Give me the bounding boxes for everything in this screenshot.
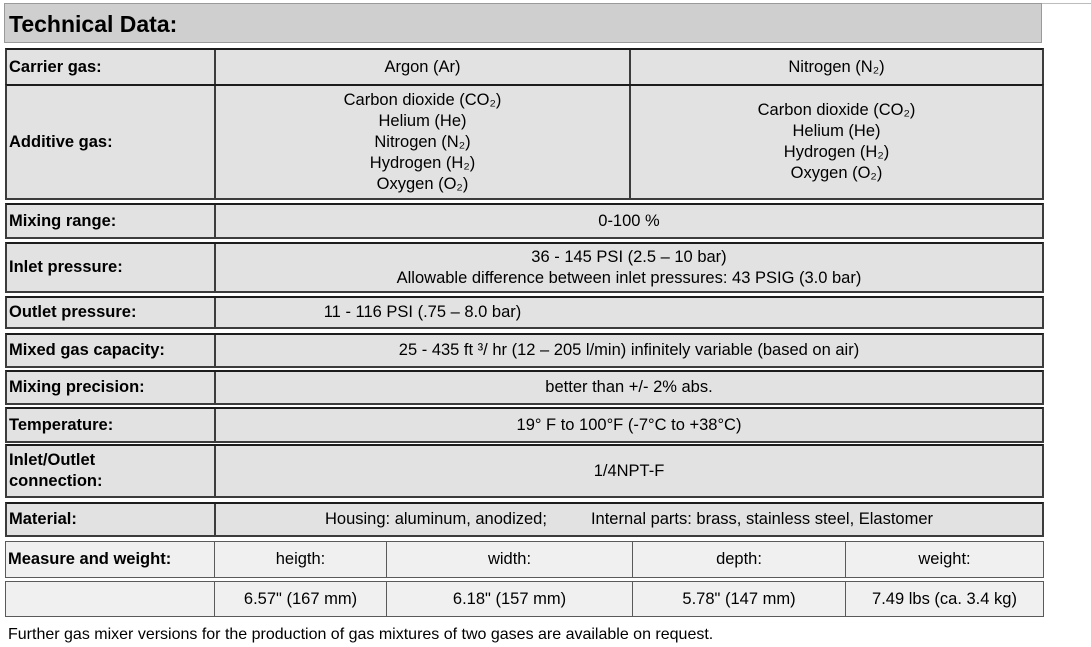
header-width: width: xyxy=(386,542,632,577)
footnote: Further gas mixer versions for the production of gas mixtures of two gases are available on request. xyxy=(8,626,714,643)
row-connection xyxy=(5,444,1044,498)
label-mixed-gas-capacity: Mixed gas capacity: xyxy=(9,341,165,359)
header-weight: weight: xyxy=(845,542,1043,577)
row-material xyxy=(5,502,1044,537)
row-temperature xyxy=(5,407,1044,443)
additive-item: Hydrogen (H₂) xyxy=(783,143,890,161)
carrier-gas-nitrogen: Nitrogen (N₂) xyxy=(629,50,1042,84)
row-measure-headers xyxy=(5,541,1044,578)
outlet-pressure-empty xyxy=(629,298,1042,327)
mixing-range-value: 0-100 % xyxy=(214,205,1042,237)
material-value xyxy=(214,504,1042,535)
additive-gas-nitrogen-list xyxy=(629,86,1042,198)
section-title: Technical Data: xyxy=(4,3,1042,43)
label-mixing-precision: Mixing precision: xyxy=(9,378,145,396)
label-temperature: Temperature: xyxy=(9,415,114,434)
value-depth: 5.78" (147 mm) xyxy=(632,582,845,616)
row-mixed-gas-capacity xyxy=(5,333,1044,368)
measure-empty-cell xyxy=(6,582,214,616)
value-weight: 7.49 lbs (ca. 3.4 kg) xyxy=(845,582,1043,616)
mixed-gas-capacity-value: 25 - 435 ft ³/ hr (12 – 205 l/min) infinitely variable (based on air) xyxy=(214,335,1042,366)
row-mixing-precision xyxy=(5,370,1044,405)
additive-gas-argon-list xyxy=(214,86,629,198)
mixing-precision-value: better than +/- 2% abs. xyxy=(214,372,1042,403)
inlet-pressure-value xyxy=(214,244,1042,291)
label-inlet-pressure: Inlet pressure: xyxy=(9,258,123,276)
material-housing: Housing: aluminum, anodized; xyxy=(324,510,547,528)
label-carrier-gas: Carrier gas: xyxy=(9,57,102,76)
additive-item: Nitrogen (N₂) xyxy=(374,132,471,151)
additive-item: Carbon dioxide (CO₂) xyxy=(343,90,502,109)
inlet-pressure-difference: Allowable difference between inlet pressures: 43 PSIG (3.0 bar) xyxy=(396,268,862,287)
label-connection: Inlet/Outlet connection: xyxy=(9,451,103,490)
additive-item: Helium (He) xyxy=(792,122,881,140)
row-inlet-pressure xyxy=(5,242,1044,293)
value-width: 6.18" (157 mm) xyxy=(386,582,632,616)
row-carrier-gas xyxy=(5,48,1044,86)
label-outlet-pressure: Outlet pressure: xyxy=(9,303,137,321)
additive-item: Oxygen (O₂) xyxy=(790,164,883,182)
value-height: 6.57" (167 mm) xyxy=(214,582,386,616)
connection-value: 1/4NPT-F xyxy=(214,446,1042,496)
row-outlet-pressure xyxy=(5,296,1044,329)
outlet-pressure-value: 11 - 116 PSI (.75 – 8.0 bar) xyxy=(214,298,629,327)
additive-item: Hydrogen (H₂) xyxy=(369,153,476,172)
additive-item: Oxygen (O₂) xyxy=(376,174,469,193)
top-edge-line xyxy=(1042,3,1091,4)
temperature-value: 19° F to 100°F (-7°C to +38°C) xyxy=(214,409,1042,441)
label-additive-gas: Additive gas: xyxy=(9,132,113,151)
label-measure-weight: Measure and weight: xyxy=(8,550,172,568)
row-additive-gas xyxy=(5,84,1044,200)
header-height: heigth: xyxy=(214,542,386,577)
additive-item: Carbon dioxide (CO₂) xyxy=(757,101,916,119)
material-internal: Internal parts: brass, stainless steel, Elastomer xyxy=(590,510,934,528)
row-measure-values xyxy=(5,581,1044,617)
carrier-gas-argon: Argon (Ar) xyxy=(214,50,629,84)
label-mixing-range: Mixing range: xyxy=(9,211,117,230)
header-depth: depth: xyxy=(632,542,845,577)
row-mixing-range xyxy=(5,203,1044,239)
inlet-pressure-range: 36 - 145 PSI (2.5 – 10 bar) xyxy=(531,247,727,266)
label-material: Material: xyxy=(9,510,77,528)
additive-item: Helium (He) xyxy=(378,111,467,130)
